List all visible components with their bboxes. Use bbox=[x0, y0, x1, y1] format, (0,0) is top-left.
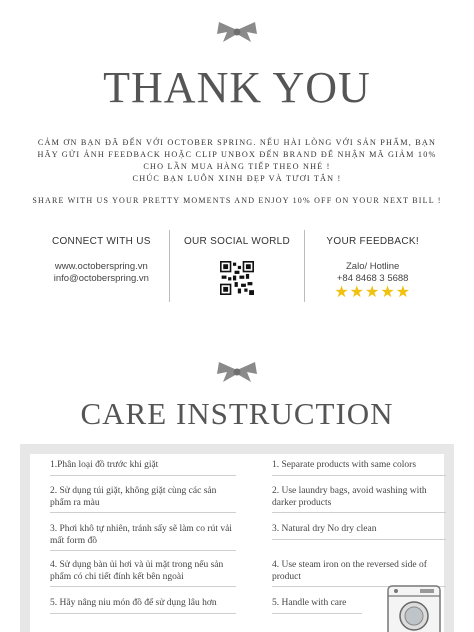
care-item-en: 3. Natural dry No dry clean bbox=[272, 524, 446, 540]
care-instruction-title: CARE INSTRUCTION bbox=[80, 396, 394, 431]
care-instruction-list bbox=[30, 454, 444, 632]
care-item-en: 1. Separate products with same colors bbox=[272, 460, 446, 476]
bow-icon bbox=[215, 360, 259, 384]
care-item-en: 4. Use steam iron on the reversed side of product bbox=[272, 560, 446, 587]
qr-code-icon[interactable] bbox=[220, 261, 254, 295]
website-link[interactable]: www.octoberspring.vn bbox=[54, 261, 148, 272]
message-line: HÃY GỬI ẢNH FEEDBACK HOẶC CLIP UNBOX ĐẾN BRAND ĐỂ NHẬN MÃ GIẢM 10% bbox=[37, 150, 437, 159]
care-instruction-panel bbox=[20, 444, 454, 632]
thank-you-title: THANK YOU bbox=[103, 63, 371, 112]
care-item-vn: 5. Hãy nâng niu món đồ để sử dụng lâu hơn bbox=[50, 598, 236, 614]
contact-section bbox=[34, 230, 440, 302]
social-column bbox=[169, 230, 305, 302]
feedback-heading: YOUR FEEDBACK! bbox=[326, 236, 419, 247]
thank-you-message bbox=[20, 137, 454, 185]
hotline-number[interactable]: +84 8468 3 5688 bbox=[336, 273, 409, 284]
connect-column bbox=[34, 230, 169, 302]
bow-icon bbox=[215, 20, 259, 44]
hotline-label: Zalo/ Hotline bbox=[346, 261, 400, 272]
message-line: CHO LẦN MUA HÀNG TIẾP THEO NHÉ ! bbox=[143, 162, 331, 171]
care-item-en: 2. Use laundry bags, avoid washing with darker products bbox=[272, 486, 446, 513]
email-link[interactable]: info@octoberspring.vn bbox=[53, 273, 149, 284]
message-line: CẢM ƠN BẠN ĐÃ ĐẾN VỚI OCTOBER SPRING. NẾU HÀI LÒNG VỚI SẢN PHẨM, BẠN bbox=[37, 138, 437, 147]
care-item-vn: 3. Phơi khô tự nhiên, tránh sấy sẽ làm co rút vải mất form đồ bbox=[50, 524, 236, 551]
care-item-vn: 2. Sử dụng túi giặt, không giặt cùng các sản phẩm ra màu bbox=[50, 486, 236, 513]
care-item-vn: 1.Phân loại đồ trước khi giặt bbox=[50, 460, 236, 476]
social-heading: OUR SOCIAL WORLD bbox=[183, 236, 291, 247]
care-item-vn: 4. Sử dụng bàn ủi hơi và ủi mặt trong nếu sản phẩm có chi tiết đính kết bên ngoài bbox=[50, 560, 236, 587]
share-line: SHARE WITH US YOUR PRETTY MOMENTS AND ENJOY 10% OFF ON YOUR NEXT BILL ! bbox=[32, 196, 442, 205]
connect-heading: CONNECT WITH US bbox=[51, 236, 151, 247]
rating-stars-icon: ★★★★★ bbox=[334, 284, 412, 301]
feedback-column bbox=[304, 230, 440, 302]
washing-machine-icon bbox=[384, 584, 444, 632]
message-line: CHÚC BẠN LUÔN XINH ĐẸP VÀ TƯƠI TẮN ! bbox=[132, 174, 342, 183]
care-item-en: 5. Handle with care bbox=[272, 598, 362, 614]
